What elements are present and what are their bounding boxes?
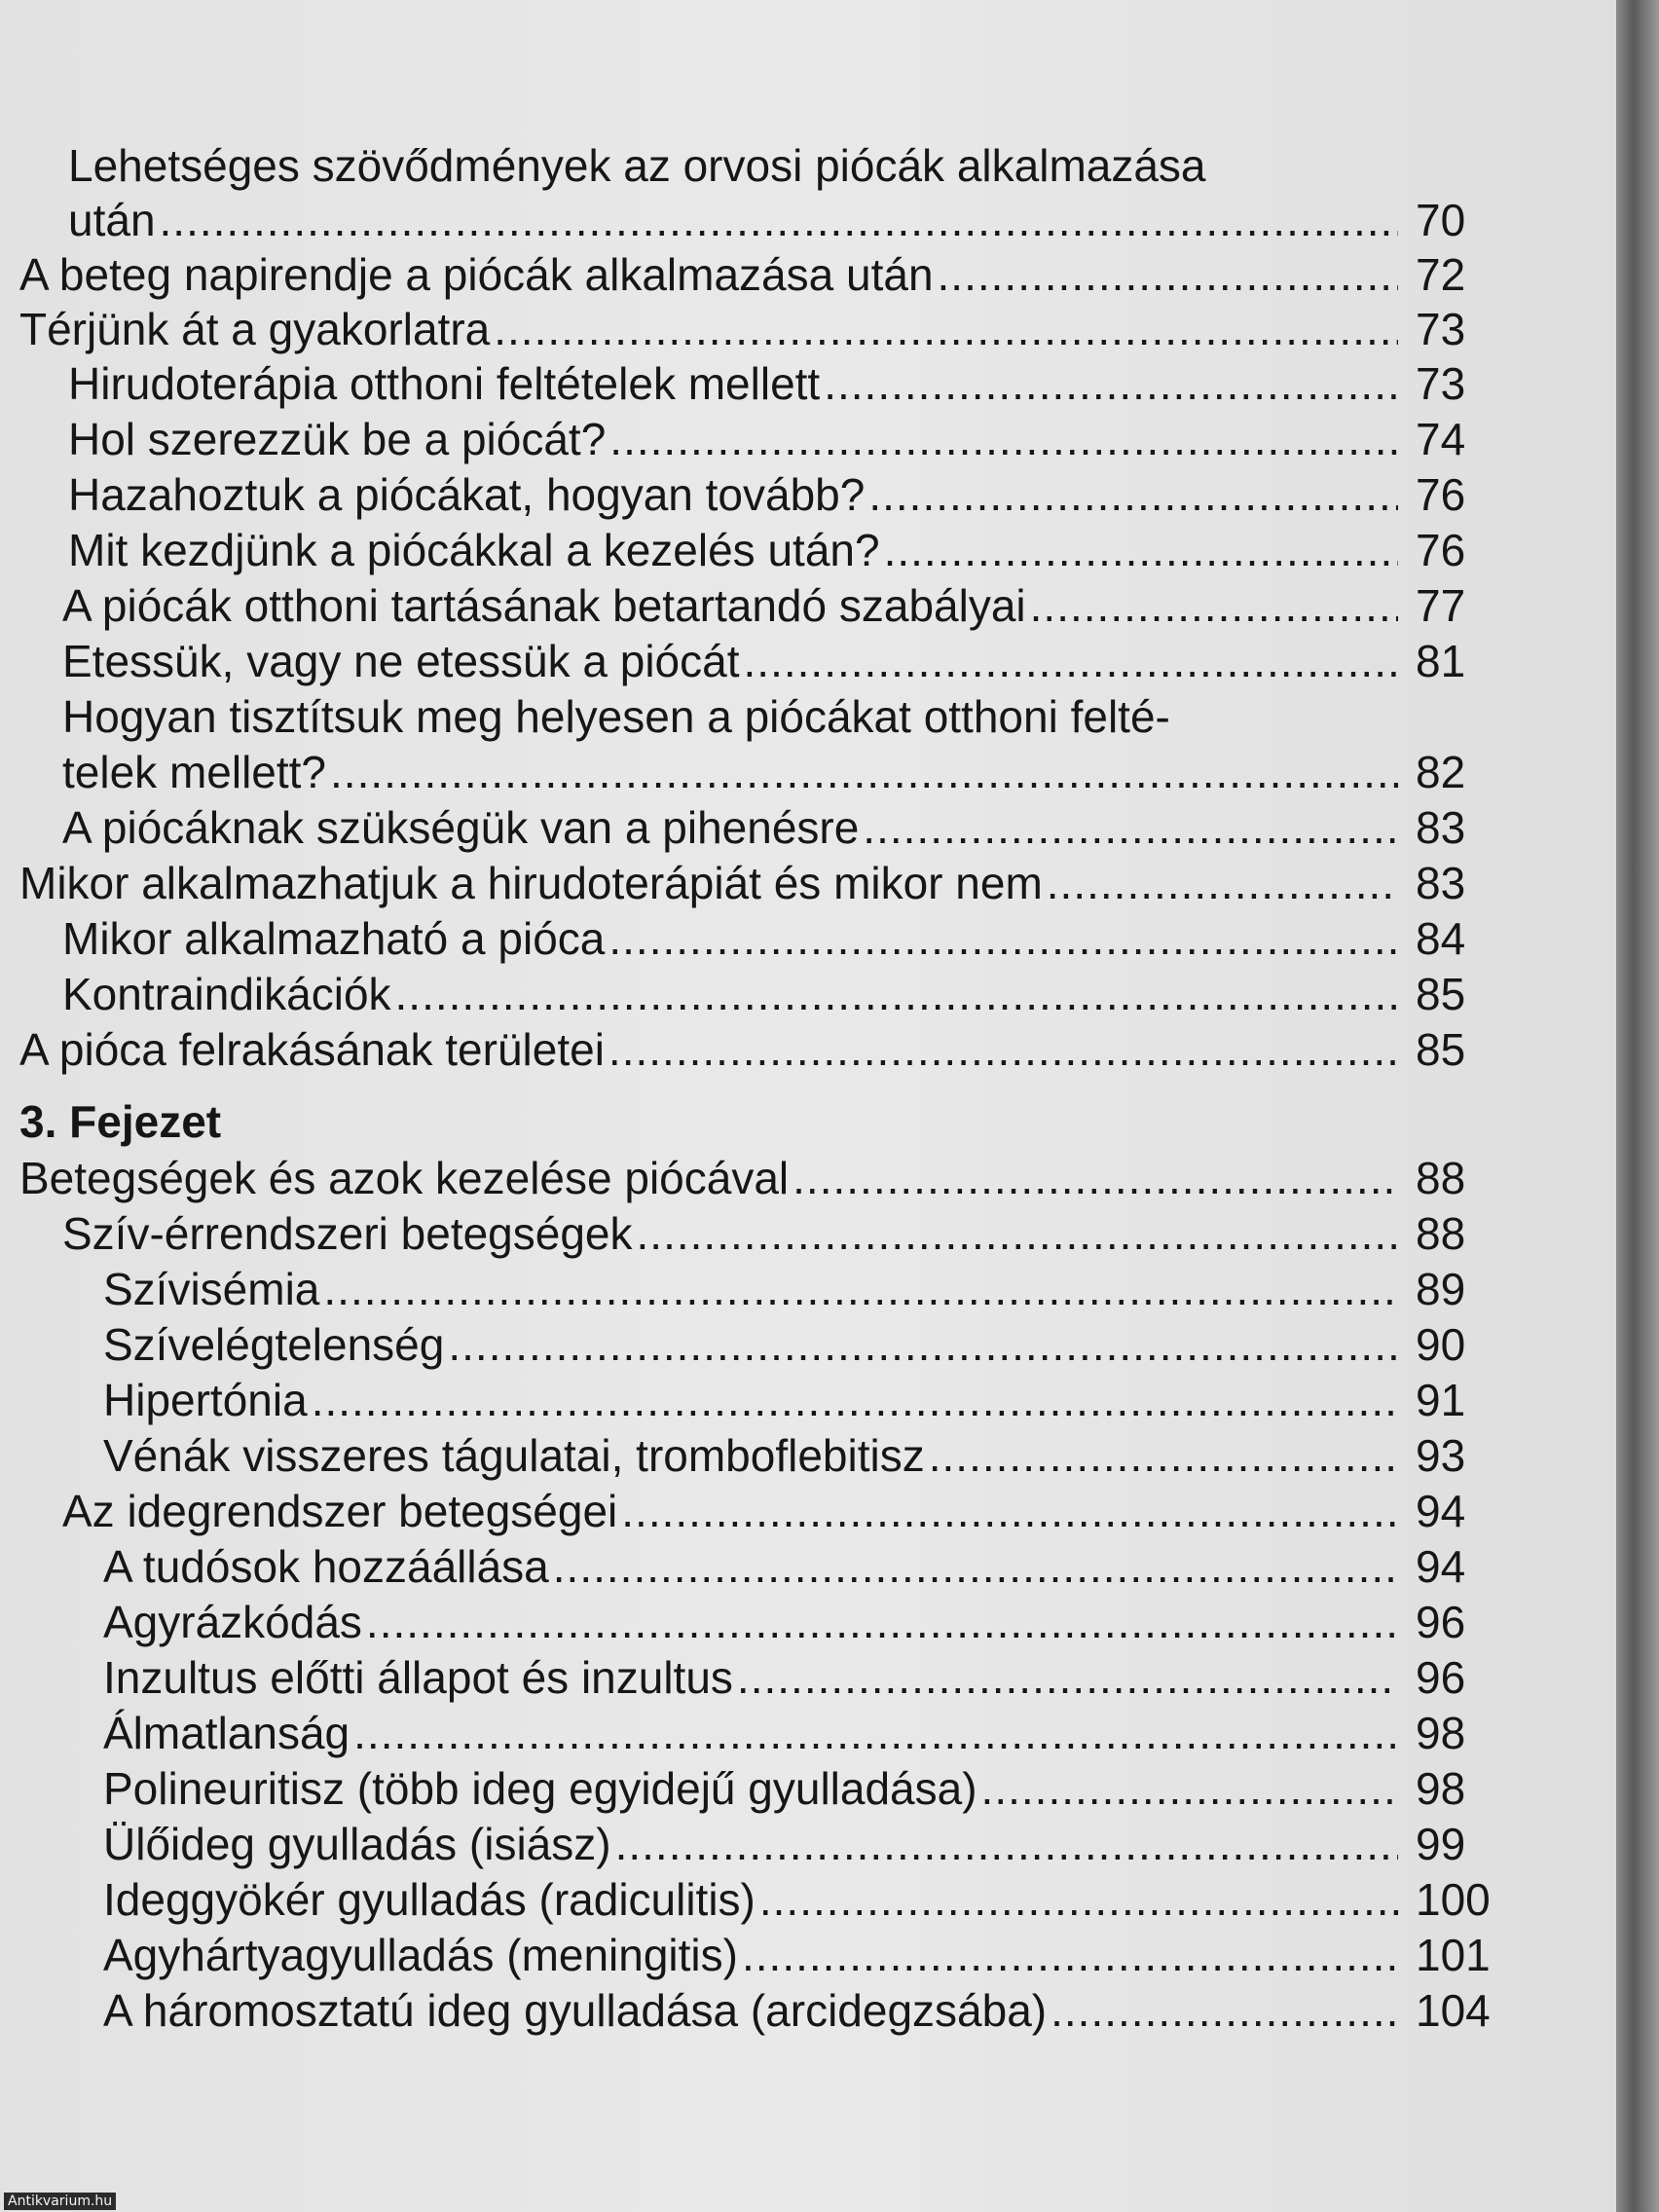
toc-entry-title: Hipertónia (103, 1375, 308, 1425)
leader-dots (884, 523, 1398, 577)
toc-entry (68, 356, 1466, 411)
toc-page-number: 89 (1416, 1264, 1466, 1314)
leader-dots (608, 1022, 1398, 1077)
toc-entry (103, 1373, 1466, 1427)
leader-dots (929, 1428, 1398, 1483)
watermark: Antikvarium.hu (4, 2193, 116, 2210)
toc-entry (62, 634, 1466, 688)
toc-entry (68, 412, 1466, 466)
toc-entry-title: Agyrázkódás (103, 1597, 362, 1647)
toc-page-number: 83 (1416, 858, 1466, 908)
toc-page-number: 76 (1416, 469, 1466, 520)
toc-entry-title: Szívisémia (103, 1264, 320, 1314)
toc-entry (103, 1650, 1466, 1705)
toc-page-number: 84 (1416, 913, 1466, 964)
toc-page-number: 98 (1416, 1708, 1466, 1758)
leader-dots (737, 1650, 1398, 1705)
toc-entry-line: Lehetséges szövődmények az orvosi piócák alkalmazása (68, 140, 1206, 191)
leader-dots (744, 634, 1398, 688)
toc-entry-title: A tudósok hozzáállása (103, 1541, 549, 1592)
toc-entry-title: Az idegrendszer betegségei (62, 1486, 618, 1536)
toc-page-number: 77 (1416, 580, 1466, 631)
leader-dots (448, 1317, 1398, 1372)
leader-dots (621, 1484, 1398, 1538)
toc-entry (68, 193, 1466, 247)
leader-dots (353, 1706, 1398, 1760)
toc-entry-title: Ideggyökér gyulladás (radiculitis) (103, 1874, 756, 1925)
leader-dots (1047, 856, 1398, 910)
leader-dots (330, 745, 1398, 799)
toc-entry-title: Ülőideg gyulladás (isiász) (103, 1819, 611, 1869)
leader-dots (981, 1761, 1398, 1816)
leader-dots (608, 911, 1398, 966)
toc-page-number: 98 (1416, 1763, 1466, 1814)
leader-dots (759, 1872, 1398, 1927)
toc-entry (103, 1539, 1466, 1594)
leader-dots (824, 356, 1398, 411)
toc-entry (19, 1151, 1466, 1205)
toc-entry (19, 856, 1466, 910)
toc-page-number: 96 (1416, 1652, 1466, 1703)
leader-dots (553, 1539, 1398, 1594)
toc-entry-title: Térjünk át a gyakorlatra (19, 304, 491, 354)
toc-entry-title: Polineuritisz (több ideg egyidejű gyulladása) (103, 1763, 977, 1814)
toc-entry-title: Etessük, vagy ne etessük a piócát (62, 636, 740, 686)
toc-entry-title: A piócáknak szükségük van a pihenésre (62, 802, 860, 853)
toc-entry-title: Álmatlanság (103, 1708, 350, 1758)
leader-dots (395, 967, 1398, 1021)
toc-page-number: 81 (1416, 636, 1466, 686)
toc-entry (103, 1706, 1466, 1760)
leader-dots (312, 1373, 1398, 1427)
chapter-heading: 3. Fejezet (19, 1096, 222, 1147)
toc-page-number: 73 (1416, 304, 1466, 354)
toc-page-number: 100 (1416, 1874, 1491, 1925)
toc-page-number: 82 (1416, 747, 1466, 797)
toc-entry-title: Hol szerezzük be a piócát? (68, 414, 607, 464)
leader-dots (637, 1206, 1398, 1261)
toc-entry (19, 302, 1466, 356)
toc-entry-title: Agyhártyagyulladás (meningitis) (103, 1930, 738, 1980)
toc-entry (62, 745, 1466, 799)
toc-entry (103, 1428, 1466, 1483)
toc-entry (103, 1595, 1466, 1649)
leader-dots (1051, 1983, 1398, 2038)
leader-dots (323, 1262, 1398, 1316)
toc-entry (68, 523, 1466, 577)
toc-page-number: 90 (1416, 1319, 1466, 1370)
leader-dots (494, 302, 1398, 356)
toc-entry (62, 967, 1466, 1021)
toc-entry-title: Hazahoztuk a piócákat, hogyan tovább? (68, 469, 866, 520)
toc-entry-title: Mikor alkalmazhatjuk a hirudoterápiát és mikor nem (19, 858, 1043, 908)
toc-page-number: 94 (1416, 1486, 1466, 1536)
leader-dots (793, 1151, 1398, 1205)
toc-page-number: 96 (1416, 1597, 1466, 1647)
leader-dots (938, 247, 1398, 302)
toc-entry-title: után (68, 195, 156, 245)
toc-entry (103, 1928, 1491, 1982)
toc-entry (103, 1761, 1466, 1816)
toc-entry-title: A háromosztatú ideg gyulladása (arcidegzsába) (103, 1985, 1048, 2036)
toc-entry-title: Szívelégtelenség (103, 1319, 445, 1370)
toc-page-number: 88 (1416, 1153, 1466, 1203)
leader-dots (609, 412, 1398, 466)
leader-dots (868, 467, 1398, 522)
toc-page-number: 74 (1416, 414, 1466, 464)
leader-dots (160, 193, 1398, 247)
toc-entry-title: Szív-érrendszeri betegségek (62, 1208, 633, 1259)
toc-page-number: 91 (1416, 1375, 1466, 1425)
toc-entry-title: A beteg napirendje a piócák alkalmazása után (19, 249, 934, 300)
toc-page-number: 85 (1416, 969, 1466, 1019)
toc-entry-title: Hirudoterápia otthoni feltételek mellett (68, 358, 821, 409)
toc-entry-title: Inzultus előtti állapot és inzultus (103, 1652, 733, 1703)
leader-dots (615, 1817, 1398, 1871)
toc-entry-title: telek mellett? (62, 747, 327, 797)
toc-entry-title: Kontraindikációk (62, 969, 391, 1019)
toc-entry (62, 800, 1466, 855)
toc-entry (62, 1484, 1466, 1538)
page-edge (1616, 0, 1659, 2212)
toc-entry (62, 578, 1466, 633)
leader-dots (1030, 578, 1398, 633)
toc-page-number: 70 (1416, 195, 1466, 245)
toc-entry (62, 1206, 1466, 1261)
toc-page-number: 73 (1416, 358, 1466, 409)
toc-entry (68, 467, 1466, 522)
toc-entry-title: Mikor alkalmazható a pióca (62, 913, 606, 964)
toc-entry-title: Mit kezdjünk a piócákkal a kezelés után? (68, 525, 880, 575)
toc-entry (62, 911, 1466, 966)
toc-page-number: 76 (1416, 525, 1466, 575)
leader-dots (863, 800, 1398, 855)
toc-entry (103, 1872, 1491, 1927)
toc-entry (103, 1317, 1466, 1372)
toc-entry-title: Vénák visszeres tágulatai, tromboflebitisz (103, 1430, 925, 1481)
toc-page-number: 72 (1416, 249, 1466, 300)
toc-entry (103, 1262, 1466, 1316)
toc-entry (19, 247, 1466, 302)
toc-entry-line: Hogyan tisztítsuk meg helyesen a piócákat otthoni felté- (62, 691, 1170, 742)
toc-page-number: 94 (1416, 1541, 1466, 1592)
toc-entry (103, 1983, 1491, 2038)
toc-entry-title: A piócák otthoni tartásának betartandó szabályai (62, 580, 1026, 631)
leader-dots (742, 1928, 1398, 1982)
toc-page-number: 93 (1416, 1430, 1466, 1481)
toc-entry (19, 1022, 1466, 1077)
toc-entry-title: A pióca felrakásának területei (19, 1024, 605, 1075)
leader-dots (366, 1595, 1398, 1649)
toc-page-number: 99 (1416, 1819, 1466, 1869)
toc-page-number: 104 (1416, 1985, 1491, 2036)
toc-page-number: 85 (1416, 1024, 1466, 1075)
toc-entry-title: Betegségek és azok kezelése piócával (19, 1153, 790, 1203)
toc-page-number: 88 (1416, 1208, 1466, 1259)
toc-entry (103, 1817, 1466, 1871)
toc-page-number: 101 (1416, 1930, 1491, 1980)
toc-page-number: 83 (1416, 802, 1466, 853)
